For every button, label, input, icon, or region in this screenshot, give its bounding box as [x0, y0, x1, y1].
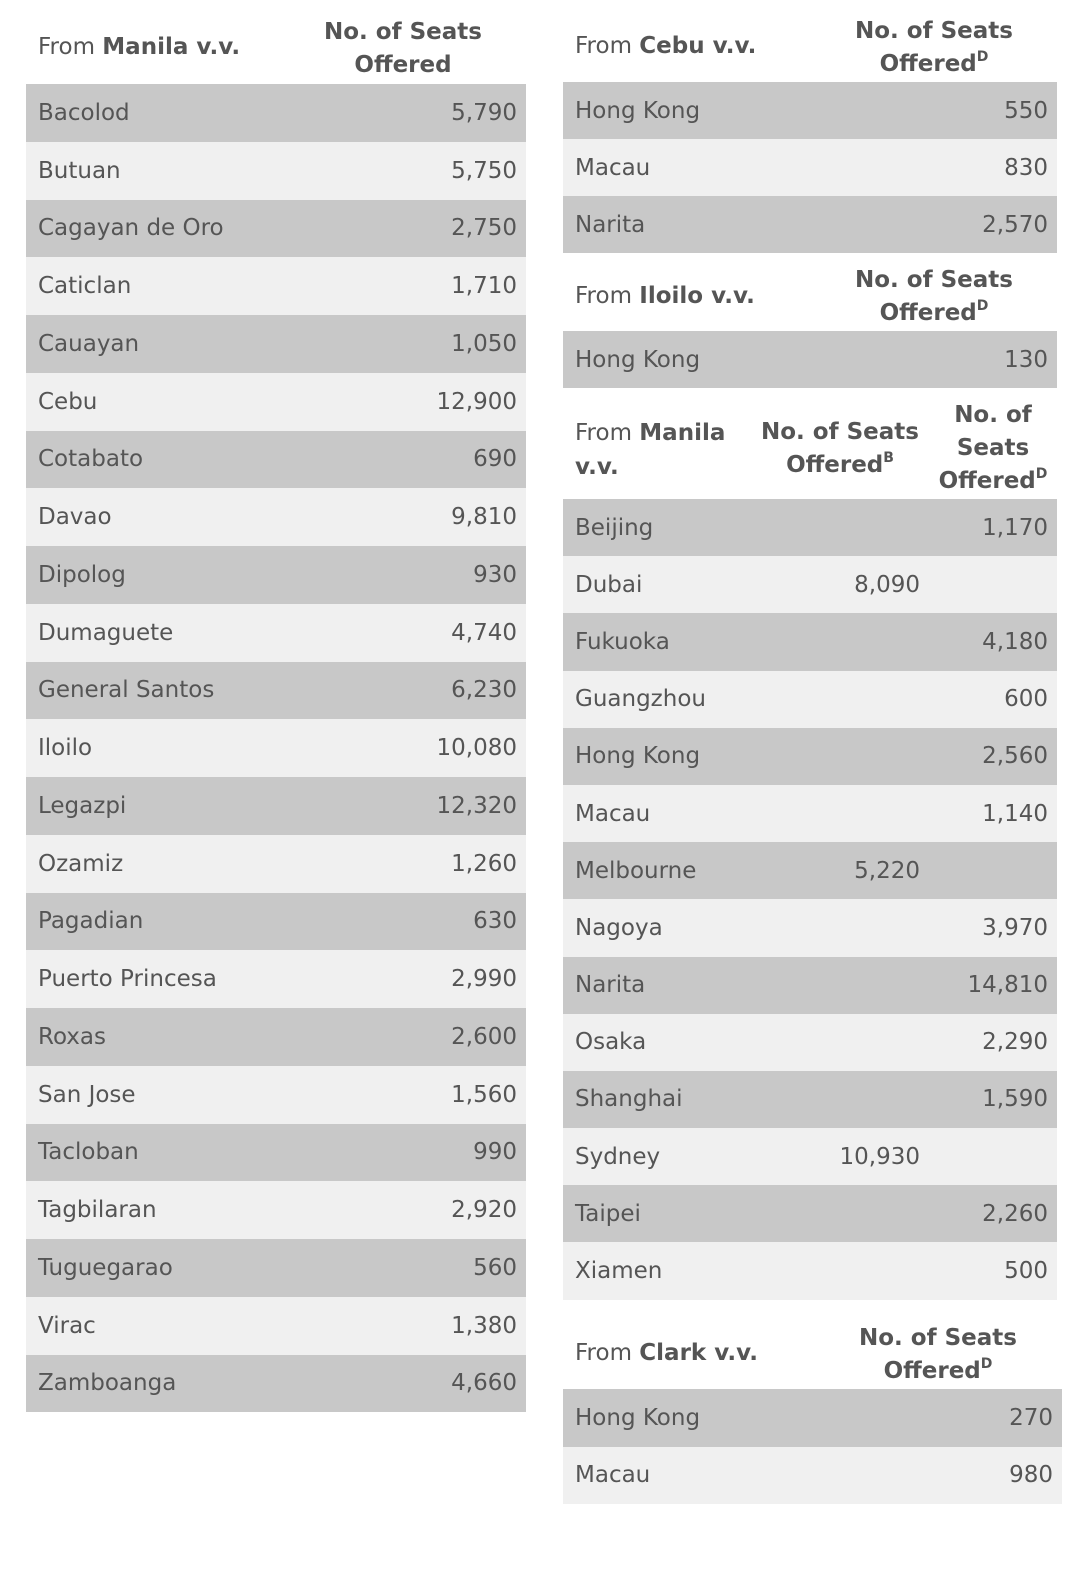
destination-city: Roxas	[38, 1023, 107, 1050]
iloilo-table-header	[563, 255, 1057, 331]
destination-city: Dubai	[575, 571, 643, 598]
seats-offered-value: 5,790	[451, 99, 517, 126]
cebu-from-label: From Cebu v.v.	[575, 33, 757, 59]
destination-city: Virac	[38, 1312, 96, 1339]
destination-city: Iloilo	[38, 735, 93, 762]
destination-city: Pagadian	[38, 908, 144, 935]
destination-city: Legazpi	[38, 792, 127, 819]
seats-offered-value: 690	[473, 446, 517, 473]
seats-offered-value: 12,900	[436, 388, 517, 415]
destination-city: Cotabato	[38, 446, 144, 473]
table-row	[563, 1242, 1057, 1299]
destination-city: General Santos	[38, 677, 215, 704]
seats-offered-b-value: 8,090	[854, 571, 920, 598]
table-row	[26, 893, 526, 951]
table-row	[26, 777, 526, 835]
seats-offered-value: 2,920	[451, 1197, 517, 1224]
table-row	[563, 671, 1057, 728]
domestic-from-label: From Manila v.v.	[38, 34, 241, 60]
seats-offered-d-value: 3,970	[982, 914, 1048, 941]
destination-city: Beijing	[575, 514, 654, 541]
seats-offered-value: 990	[473, 1139, 517, 1166]
table-row	[26, 950, 526, 1008]
seats-offered-d-value: 1,590	[982, 1086, 1048, 1113]
table-row	[563, 196, 1057, 253]
clark-routes-table	[563, 1310, 1062, 1504]
seats-offered-value: 550	[1004, 97, 1048, 124]
destination-city: Narita	[575, 211, 646, 238]
seats-offered-d-value: 600	[1004, 686, 1048, 713]
seats-offered-value: 1,560	[451, 1081, 517, 1108]
table-row	[563, 139, 1057, 196]
destination-city: Macau	[575, 154, 651, 181]
seats-offered-value: 10,080	[436, 735, 517, 762]
cebu-routes-table	[563, 10, 1057, 253]
table-row	[26, 719, 526, 777]
manila-intl-table-body	[563, 499, 1057, 1300]
seats-offered-value: 1,050	[451, 330, 517, 357]
destination-city: Melbourne	[575, 857, 697, 884]
clark-table-header	[563, 1310, 1062, 1389]
cebu-table-header	[563, 10, 1057, 82]
seats-offered-b-value: 10,930	[839, 1143, 920, 1170]
destination-city: Fukuoka	[575, 628, 670, 655]
table-row	[26, 142, 526, 200]
seats-offered-d-value: 2,260	[982, 1200, 1048, 1227]
destination-city: Taipei	[575, 1200, 641, 1227]
table-row	[26, 1124, 526, 1182]
destination-city: Puerto Princesa	[38, 966, 217, 993]
destination-city: Cebu	[38, 388, 98, 415]
destination-city: Hong Kong	[575, 97, 701, 124]
manila-intl-from-label: From Manila v.v.	[575, 420, 726, 480]
seats-offered-value: 4,740	[451, 619, 517, 646]
destination-city: Zamboanga	[38, 1370, 177, 1397]
table-row	[26, 84, 526, 142]
table-row	[26, 1355, 526, 1413]
destination-city: Ozamiz	[38, 850, 124, 877]
table-row	[26, 546, 526, 604]
table-row	[563, 728, 1057, 785]
table-row	[563, 613, 1057, 670]
table-row	[563, 556, 1057, 613]
manila-intl-seats-d-column-header: No. of Seats Offered$^D$	[938, 402, 1048, 494]
seats-offered-value: 6,230	[451, 677, 517, 704]
table-row	[563, 82, 1057, 139]
destination-city: Sydney	[575, 1143, 661, 1170]
table-row	[563, 899, 1057, 956]
seats-offered-value: 9,810	[451, 504, 517, 531]
domestic-table-header	[26, 10, 526, 84]
destination-city: Bacolod	[38, 99, 130, 126]
domestic-routes-table	[26, 10, 526, 1412]
destination-city: Dipolog	[38, 561, 126, 588]
cebu-table-body	[563, 82, 1057, 253]
table-row	[563, 1447, 1062, 1505]
table-row	[563, 499, 1057, 556]
table-row	[26, 835, 526, 893]
destination-city: Cauayan	[38, 330, 140, 357]
clark-table-body	[563, 1389, 1062, 1504]
table-row	[26, 200, 526, 258]
table-row	[26, 257, 526, 315]
seats-offered-value: 980	[1009, 1462, 1053, 1489]
destination-city: Davao	[38, 504, 112, 531]
clark-seats-column-header: No. of Seats Offered$^D$	[859, 1325, 1017, 1384]
seats-offered-value: 2,570	[982, 211, 1048, 238]
seats-offered-value: 270	[1009, 1404, 1053, 1431]
seats-offered-d-value: 500	[1004, 1258, 1048, 1285]
table-row	[563, 331, 1057, 388]
seats-offered-value: 1,260	[451, 850, 517, 877]
table-row	[26, 488, 526, 546]
table-row	[563, 1389, 1062, 1447]
seats-offered-value: 5,750	[451, 157, 517, 184]
destination-city: Xiamen	[575, 1258, 663, 1285]
table-row	[563, 1014, 1057, 1071]
seats-offered-value: 630	[473, 908, 517, 935]
table-row	[563, 1185, 1057, 1242]
table-row	[26, 431, 526, 489]
manila-international-routes-table	[563, 390, 1057, 1300]
table-row	[26, 1239, 526, 1297]
destination-city: Tagbilaran	[38, 1197, 157, 1224]
seats-offered-value: 2,990	[451, 966, 517, 993]
table-row	[26, 1008, 526, 1066]
seats-offered-d-value: 1,140	[982, 800, 1048, 827]
table-row	[26, 1181, 526, 1239]
destination-city: Nagoya	[575, 914, 663, 941]
table-row	[26, 604, 526, 662]
seats-offered-value: 1,710	[451, 273, 517, 300]
table-row	[26, 662, 526, 720]
destination-city: Macau	[575, 800, 651, 827]
seats-offered-value: 1,380	[451, 1312, 517, 1339]
destination-city: Narita	[575, 972, 646, 999]
table-row	[26, 315, 526, 373]
destination-city: Cagayan de Oro	[38, 215, 224, 242]
iloilo-routes-table	[563, 255, 1057, 388]
iloilo-table-body	[563, 331, 1057, 388]
destination-city: Tuguegarao	[38, 1254, 173, 1281]
table-row	[563, 785, 1057, 842]
destination-city: Hong Kong	[575, 1404, 701, 1431]
destination-city: Hong Kong	[575, 743, 701, 770]
iloilo-from-label: From Iloilo v.v.	[575, 283, 755, 309]
seats-offered-d-value: 4,180	[982, 628, 1048, 655]
destination-city: Butuan	[38, 157, 121, 184]
seats-offered-d-value: 1,170	[982, 514, 1048, 541]
seats-offered-d-value: 14,810	[967, 972, 1048, 999]
seats-offered-value: 560	[473, 1254, 517, 1281]
table-row	[563, 1071, 1057, 1128]
table-row	[26, 1066, 526, 1124]
seats-offered-d-value: 2,560	[982, 743, 1048, 770]
iloilo-seats-column-header: No. of Seats Offered$^D$	[855, 267, 1013, 326]
seats-offered-value: 830	[1004, 154, 1048, 181]
table-row	[563, 957, 1057, 1014]
destination-city: San Jose	[38, 1081, 136, 1108]
manila-intl-table-header	[563, 390, 1057, 499]
seats-offered-value: 130	[1004, 346, 1048, 373]
cebu-seats-column-header: No. of Seats Offered$^D$	[855, 18, 1013, 77]
seats-offered-b-value: 5,220	[854, 857, 920, 884]
destination-city: Tacloban	[38, 1139, 139, 1166]
clark-from-label: From Clark v.v.	[575, 1340, 758, 1366]
seats-offered-value: 2,750	[451, 215, 517, 242]
seats-offered-value: 930	[473, 561, 517, 588]
seats-offered-value: 2,600	[451, 1023, 517, 1050]
table-row	[26, 373, 526, 431]
destination-city: Shanghai	[575, 1086, 683, 1113]
manila-intl-seats-b-column-header: No. of Seats Offered$^B$	[761, 419, 919, 478]
destination-city: Dumaguete	[38, 619, 174, 646]
destination-city: Osaka	[575, 1029, 647, 1056]
destination-city: Guangzhou	[575, 686, 706, 713]
domestic-seats-column-header: No. of Seats Offered	[324, 19, 482, 78]
seats-offered-value: 12,320	[436, 792, 517, 819]
destination-city: Caticlan	[38, 273, 132, 300]
table-row	[26, 1297, 526, 1355]
seats-offered-value: 4,660	[451, 1370, 517, 1397]
table-row	[563, 1128, 1057, 1185]
seats-offered-d-value: 2,290	[982, 1029, 1048, 1056]
domestic-table-body	[26, 84, 526, 1412]
table-row	[563, 842, 1057, 899]
destination-city: Macau	[575, 1462, 651, 1489]
destination-city: Hong Kong	[575, 346, 701, 373]
